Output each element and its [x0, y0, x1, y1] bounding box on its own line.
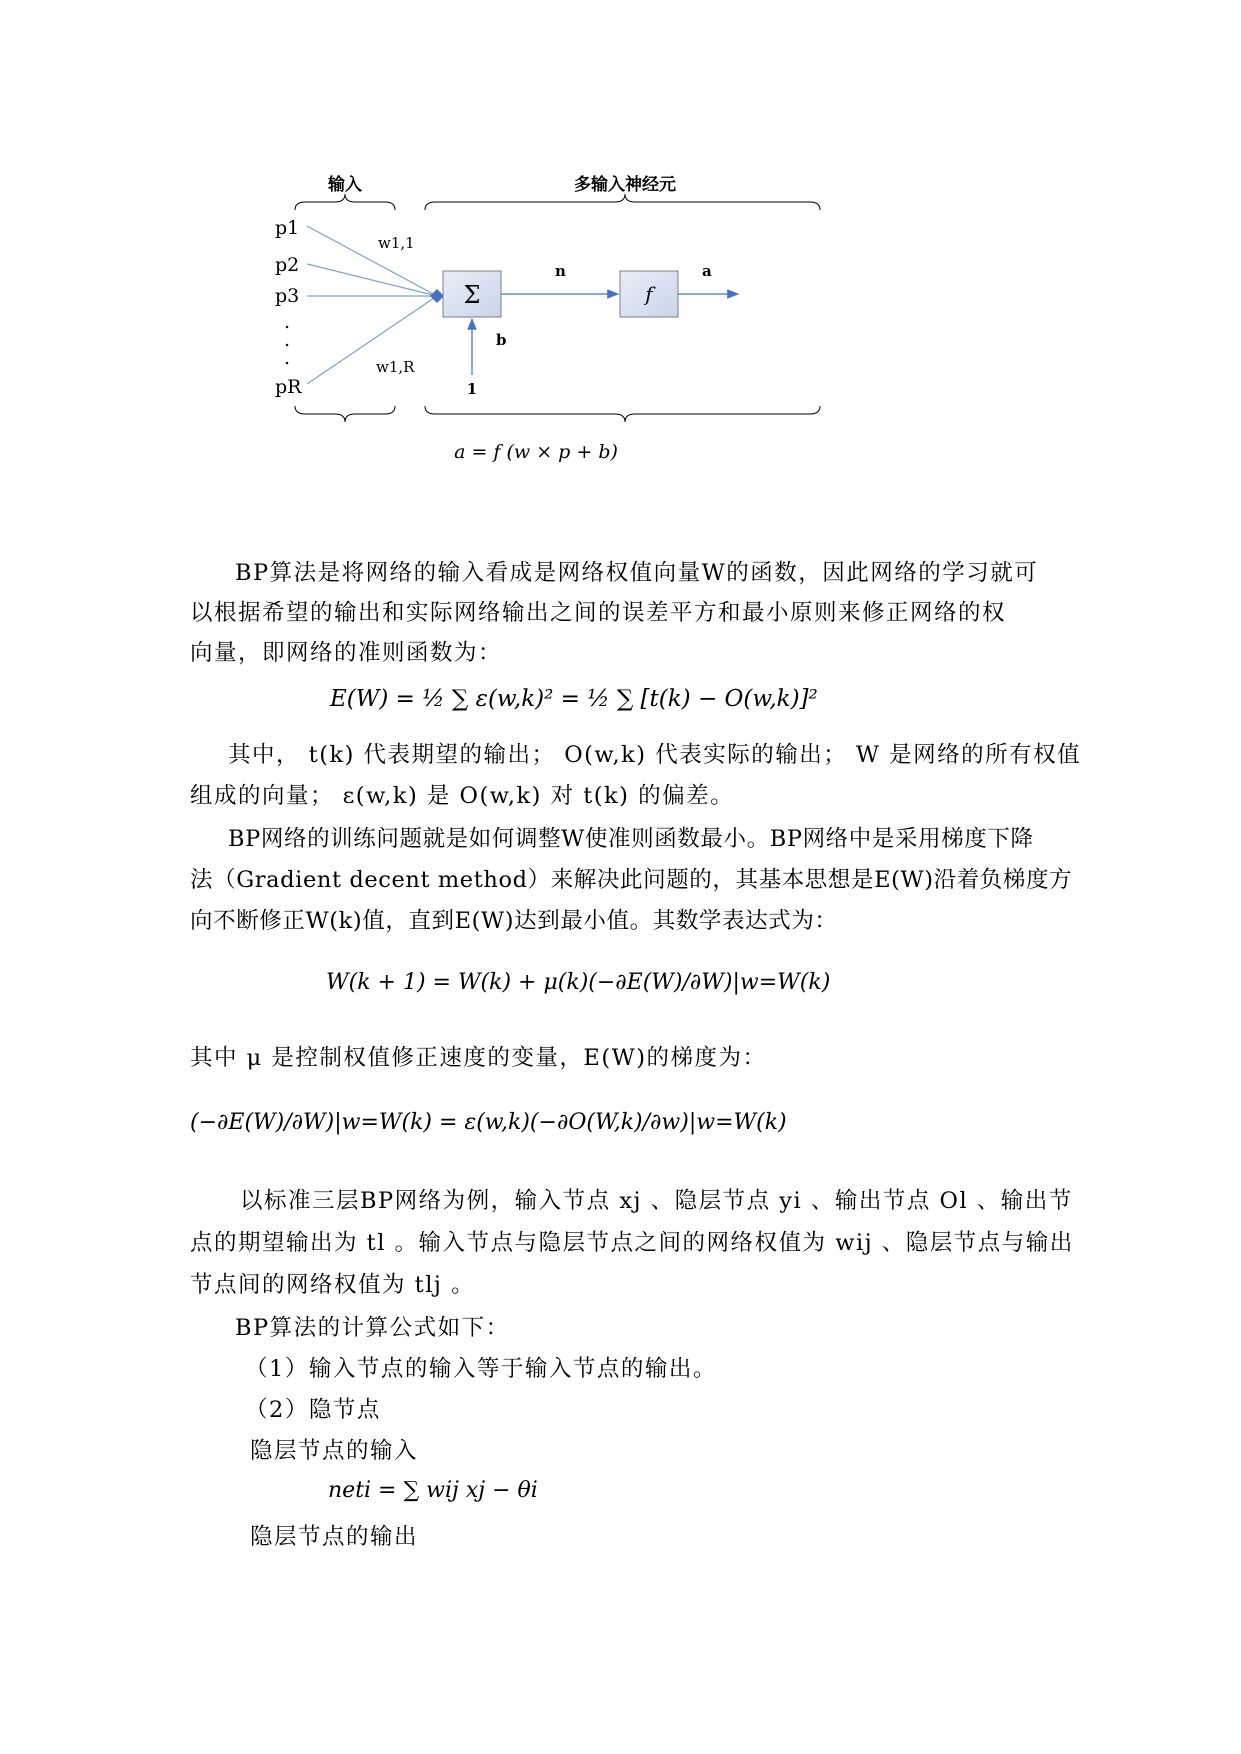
input-p2: p2 [275, 254, 300, 276]
paragraph-2-line-2: 组成的向量； ε(w,k) 是 O(w,k) 对 t(k) 的偏差。 [190, 783, 735, 809]
b-label: b [496, 331, 507, 349]
input-pR: pR [275, 376, 302, 398]
sum-symbol: Σ [463, 281, 481, 309]
input-p3: p3 [275, 285, 300, 307]
transfer-symbol: f [645, 282, 653, 306]
n-label: n [555, 262, 566, 280]
list-item-2: （2）隐节点 [245, 1397, 381, 1423]
paragraph-6: BP算法的计算公式如下： [235, 1315, 510, 1341]
paragraph-4: 其中 μ 是控制权值修正速度的变量，E(W)的梯度为： [190, 1045, 767, 1071]
bias-one-label: 1 [466, 380, 478, 398]
hidden-output-heading: 隐层节点的输出 [250, 1524, 419, 1550]
input-dot-2: . [284, 329, 291, 351]
neuron-diagram [275, 175, 850, 530]
input-title: 输入 [328, 175, 362, 195]
input-top-brace [295, 194, 395, 210]
paragraph-1-line-2: 以根据希望的输出和实际网络输出之间的误差平方和最小原则来修正网络的权 [190, 600, 1007, 626]
paragraph-3-line-2: 法（Gradient decent method）来解决此问题的，其基本思想是E(W)沿着负梯度方 [190, 867, 1073, 893]
weight-w1R: w1,R [376, 358, 415, 376]
neuron-formula: a = f (w × p + b) [454, 441, 618, 463]
input-bottom-brace [295, 406, 395, 422]
input-p1: p1 [275, 217, 300, 239]
paragraph-1-line-3: 向量，即网络的准则函数为： [190, 640, 503, 666]
input-dot-1: . [284, 311, 291, 333]
equation-gradient: (−∂E(W)/∂W)|w=W(k) = ε(w,k)(−∂O(W,k)/∂w)|w=W(k) [190, 1110, 787, 1135]
weight-w11: w1,1 [378, 234, 415, 252]
equation-weight-update: W(k + 1) = W(k) + μ(k)(−∂E(W)/∂W)|w=W(k) [326, 970, 831, 995]
hidden-input-heading: 隐层节点的输入 [250, 1438, 419, 1464]
paragraph-5-line-2: 点的期望输出为 tl 。输入节点与隐层节点之间的网络权值为 wij 、隐层节点与输出 [190, 1230, 1074, 1256]
a-label: a [702, 262, 712, 280]
neuron-top-brace [425, 194, 820, 210]
paragraph-2-line-1: 其中， t(k) 代表期望的输出； O(w,k) 代表实际的输出； W 是网络的所有权值 [228, 742, 1082, 768]
input-lines [307, 226, 437, 384]
paragraph-3-line-3: 向不断修正W(k)值，直到E(W)达到最小值。其数学表达式为： [190, 908, 838, 934]
junction-diamond [430, 289, 444, 303]
list-item-1: （1）输入节点的输入等于输入节点的输出。 [245, 1356, 717, 1382]
paragraph-5-line-3: 节点间的网络权值为 tlj 。 [190, 1272, 476, 1298]
equation-criterion: E(W) = ½ ∑ ε(w,k)² = ½ ∑ [t(k) − O(w,k)]² [330, 686, 818, 712]
input-dot-3: . [284, 347, 291, 369]
paragraph-3-line-1: BP网络的训练问题就是如何调整W使准则函数最小。BP网络中是采用梯度下降 [228, 826, 1034, 852]
equation-net: neti = ∑ wij xj − θi [328, 1478, 538, 1503]
paragraph-5-line-1: 以标准三层BP网络为例，输入节点 xj 、隐层节点 yi 、输出节点 Ol 、输出节 [240, 1188, 1073, 1214]
neuron-bottom-brace [425, 406, 820, 422]
neuron-title: 多输入神经元 [574, 175, 676, 195]
paragraph-1-line-1: BP算法是将网络的输入看成是网络权值向量W的函数，因此网络的学习就可 [235, 560, 1039, 586]
